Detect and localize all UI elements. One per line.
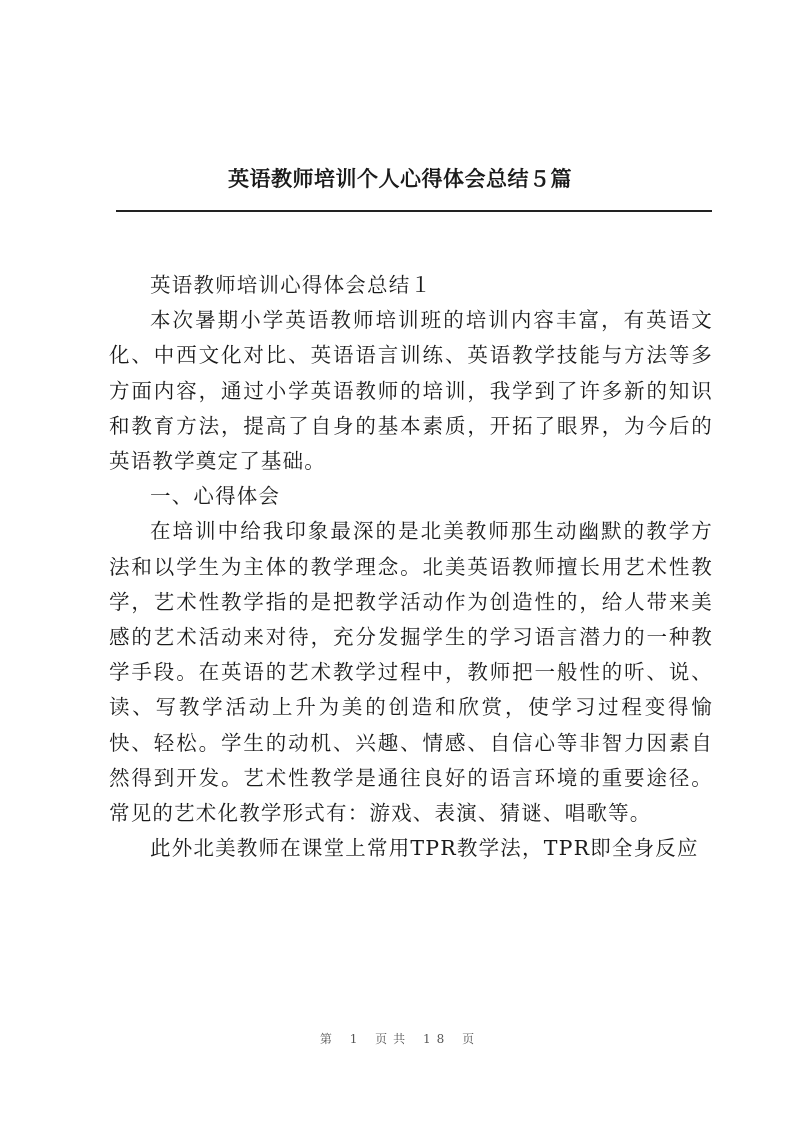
- section-heading: 英语教师培训心得体会总结１: [150, 273, 433, 297]
- document-body: [109, 268, 713, 866]
- document-title: 英语教师培训个人心得体会总结５篇: [228, 166, 572, 191]
- subsection-heading: 一、心得体会: [150, 484, 281, 509]
- paragraph: 此外北美教师在课堂上常用TPR教学法，TPR即全身反应: [150, 836, 699, 861]
- page-number-footer: 第 1 页共 18 页: [319, 1032, 481, 1046]
- paragraph: 在培训中给我印象最深的是北美教师那生动幽默的教学方法和以学生为主体的教学理念。北美英语教师擅长用艺术性教学，艺术性教学指的是把教学活动作为创造性的，给人带来美感的艺术活动来对待，充分发掘学生的学习语言潜力的一种教学手段。在英语的艺术教学过程中，教师把一般性的听、说、读、写教学活动上升为美的创造和欣赏，使学习过程变得愉快、轻松。学生的动机、兴趣、情感、自信心等非智力因素自然得到开发。艺术性教学是通往良好的语言环境的重要途径。常见的艺术化教学形式有：游戏、表演、猜谜、唱歌等。: [109, 519, 713, 826]
- paragraph: 本次暑期小学英语教师培训班的培训内容丰富，有英语文化、中西文化对比、英语语言训练、英语教学技能与方法等多方面内容，通过小学英语教师的培训，我学到了许多新的知识和教育方法，提高了自身的基本素质，开拓了眼界，为今后的英语教学奠定了基础。: [109, 308, 713, 474]
- title-divider: [116, 210, 712, 212]
